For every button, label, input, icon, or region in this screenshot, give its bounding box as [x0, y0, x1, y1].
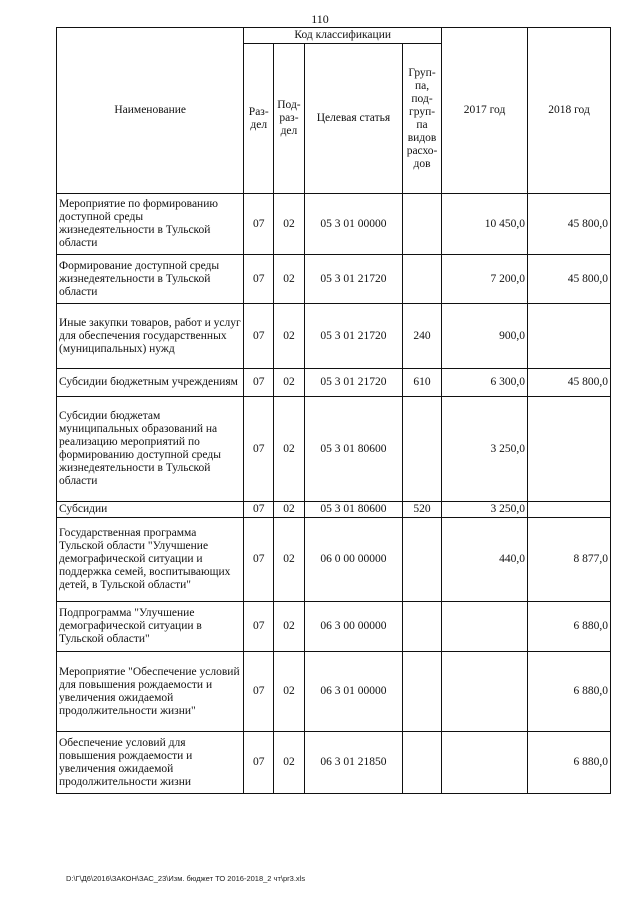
row-2018-cell [528, 502, 611, 518]
row-2018-cell: 45 800,0 [528, 255, 611, 304]
row-name-cell: Государственная программа Тульской области "Улучшение демографической ситуации и поддержка семей, воспитывающих детей, в Тульской области" [57, 518, 244, 602]
row-section-cell: 07 [244, 652, 274, 732]
file-path-footer: D:\Г\Д6\2016\ЗАКОН\ЗАС_23\Изм. бюджет ТО 2016-2018_2 чт\pr3.xls [66, 874, 306, 883]
table-row [57, 194, 611, 255]
row-2018-cell [528, 304, 611, 369]
row-group-cell [403, 652, 442, 732]
row-group-cell: 520 [403, 502, 442, 518]
row-target-cell: 06 3 01 00000 [304, 652, 402, 732]
row-name-cell: Мероприятие по формированию доступной среды жизнедеятельности в Тульской области [57, 194, 244, 255]
row-subsection-cell: 02 [274, 304, 305, 369]
row-name-cell: Обеспечение условий для повышения рождаемости и увеличения ожидаемой продолжительности жизни [57, 732, 244, 794]
row-section-cell: 07 [244, 194, 274, 255]
row-name-cell: Субсидии бюджетам муниципальных образований на реализацию мероприятий по формированию доступной среды жизнедеятельности в Тульской области [57, 397, 244, 502]
row-2017-cell: 3 250,0 [442, 397, 528, 502]
row-2017-cell [442, 732, 528, 794]
header-2018: 2018 год [528, 28, 611, 194]
row-2017-cell: 10 450,0 [442, 194, 528, 255]
header-group: Груп-па, под-груп-па видов расхо-дов [403, 44, 442, 194]
row-2018-cell: 45 800,0 [528, 194, 611, 255]
row-target-cell: 05 3 01 21720 [304, 304, 402, 369]
row-2018-cell: 6 880,0 [528, 732, 611, 794]
row-subsection-cell: 02 [274, 602, 305, 652]
row-subsection-cell: 02 [274, 255, 305, 304]
row-group-cell [403, 194, 442, 255]
table-row [57, 652, 611, 732]
row-group-cell [403, 518, 442, 602]
row-2018-cell: 6 880,0 [528, 602, 611, 652]
table-row [57, 602, 611, 652]
row-target-cell: 05 3 01 21720 [304, 369, 402, 397]
row-target-cell: 06 3 01 21850 [304, 732, 402, 794]
row-section-cell: 07 [244, 732, 274, 794]
row-2017-cell [442, 652, 528, 732]
header-classification: Код классификации [244, 28, 442, 44]
header-subsection: Под-раз-дел [274, 44, 305, 194]
row-name-cell: Мероприятие "Обеспечение условий для повышения рождаемости и увеличения ожидаемой продолжительности жизни" [57, 652, 244, 732]
table-row [57, 518, 611, 602]
header-name: Наименование [57, 28, 244, 194]
row-section-cell: 07 [244, 397, 274, 502]
header-2017: 2017 год [442, 28, 528, 194]
row-name-cell: Субсидии бюджетным учреждениям [57, 369, 244, 397]
row-subsection-cell: 02 [274, 397, 305, 502]
row-target-cell: 05 3 01 21720 [304, 255, 402, 304]
row-name-cell: Иные закупки товаров, работ и услуг для обеспечения государственных (муниципальных) нужд [57, 304, 244, 369]
row-group-cell [403, 602, 442, 652]
row-target-cell: 06 3 00 00000 [304, 602, 402, 652]
row-group-cell [403, 255, 442, 304]
budget-table [56, 27, 611, 794]
row-section-cell: 07 [244, 502, 274, 518]
row-group-cell [403, 732, 442, 794]
table-row [57, 732, 611, 794]
row-subsection-cell: 02 [274, 518, 305, 602]
row-target-cell: 05 3 01 00000 [304, 194, 402, 255]
row-subsection-cell: 02 [274, 369, 305, 397]
row-2017-cell: 7 200,0 [442, 255, 528, 304]
row-section-cell: 07 [244, 255, 274, 304]
row-target-cell: 05 3 01 80600 [304, 502, 402, 518]
table-row [57, 304, 611, 369]
row-subsection-cell: 02 [274, 194, 305, 255]
row-target-cell: 06 0 00 00000 [304, 518, 402, 602]
table-row [57, 255, 611, 304]
row-group-cell: 610 [403, 369, 442, 397]
row-section-cell: 07 [244, 518, 274, 602]
row-subsection-cell: 02 [274, 502, 305, 518]
header-target: Целевая статья [304, 44, 402, 194]
row-section-cell: 07 [244, 304, 274, 369]
row-2018-cell: 8 877,0 [528, 518, 611, 602]
row-group-cell [403, 397, 442, 502]
row-name-cell: Формирование доступной среды жизнедеятельности в Тульской области [57, 255, 244, 304]
table-row [57, 502, 611, 518]
row-2018-cell: 45 800,0 [528, 369, 611, 397]
row-subsection-cell: 02 [274, 732, 305, 794]
row-target-cell: 05 3 01 80600 [304, 397, 402, 502]
row-2017-cell [442, 602, 528, 652]
row-2018-cell [528, 397, 611, 502]
header-section: Раз-дел [244, 44, 274, 194]
row-2017-cell: 3 250,0 [442, 502, 528, 518]
table-body [57, 194, 611, 794]
row-name-cell: Субсидии [57, 502, 244, 518]
row-2017-cell: 440,0 [442, 518, 528, 602]
table-row [57, 397, 611, 502]
row-section-cell: 07 [244, 369, 274, 397]
page-number: 110 [311, 12, 329, 26]
row-2017-cell: 900,0 [442, 304, 528, 369]
row-section-cell: 07 [244, 602, 274, 652]
row-2017-cell: 6 300,0 [442, 369, 528, 397]
row-group-cell: 240 [403, 304, 442, 369]
row-subsection-cell: 02 [274, 652, 305, 732]
row-2018-cell: 6 880,0 [528, 652, 611, 732]
table-row [57, 369, 611, 397]
row-name-cell: Подпрограмма "Улучшение демографической ситуации в Тульской области" [57, 602, 244, 652]
